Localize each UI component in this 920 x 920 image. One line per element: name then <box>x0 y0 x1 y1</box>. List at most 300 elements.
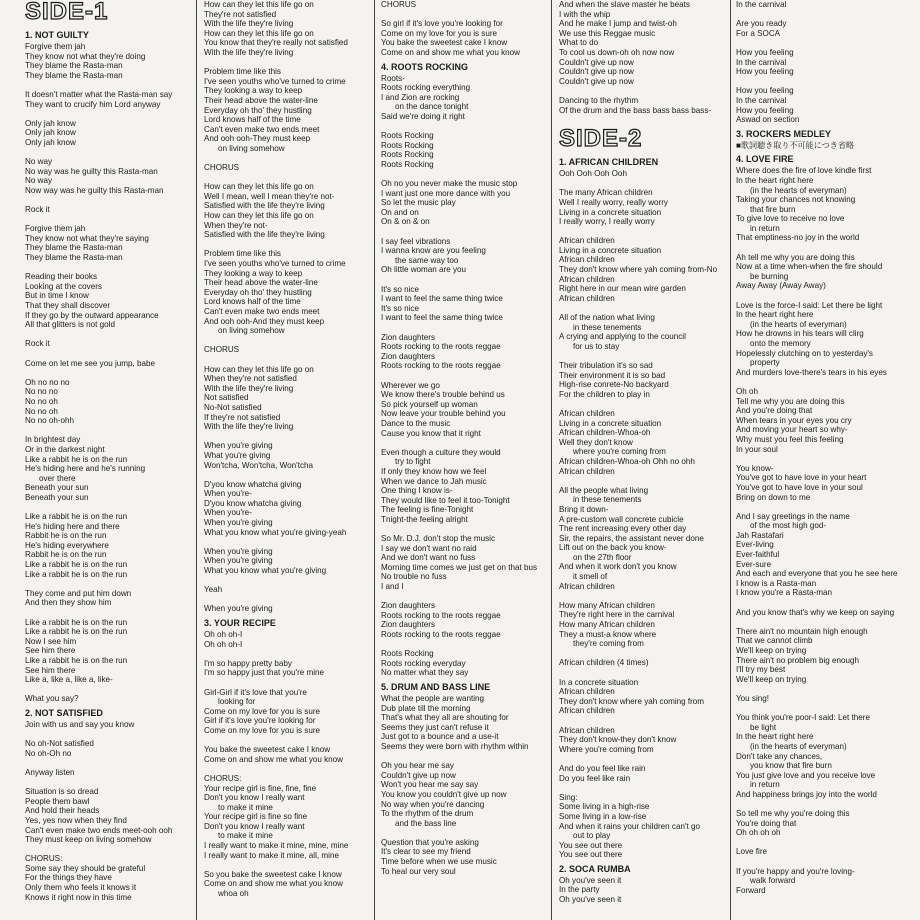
lyric-line: Ever-faithful <box>736 550 780 560</box>
stanza-gap <box>25 608 210 618</box>
stanza-gap <box>736 502 916 512</box>
lyric-line: Don't you know I really want <box>204 821 305 831</box>
lyric-line: When we dance to Jah music <box>381 476 487 486</box>
lyric-line: No trouble no fuss <box>381 572 447 582</box>
lyric-line: But in time I know <box>25 291 89 301</box>
lyric-line: All that glitters is not gold <box>25 320 115 330</box>
lyric-line: Come on my love for you is sure <box>204 725 321 735</box>
lyric-line: To give love to receive no love <box>736 214 845 224</box>
lyric-line: No way was he guilty this Rasta-man <box>25 166 158 176</box>
lyric-line: Or in the darkest night <box>25 444 105 454</box>
lyric-line: Do you feel like rain <box>559 773 631 783</box>
lyric-line: Come on and show me what you know <box>381 47 521 57</box>
lyric-line: They blame the Rasta-man <box>25 243 123 253</box>
lyric-line: Oh oh oh-I <box>204 639 243 649</box>
stanza-gap <box>381 122 551 132</box>
lyric-line: Oh oh oh-I <box>204 630 243 639</box>
lyric-line: You bake the sweetest cake I know <box>204 745 331 755</box>
stanza-gap <box>204 736 369 746</box>
stanza-gap <box>736 243 916 253</box>
lyric-line: Won'tcha, Won'tcha, Won'tcha <box>204 460 314 470</box>
lyric-line: When you're giving <box>204 546 273 556</box>
lyric-line: How you feeling <box>736 47 794 57</box>
lyric-line: Girl-Girl if it's love that you're <box>204 687 307 697</box>
lyric-line: try to fight <box>395 457 431 467</box>
lyric-line: All of the nation what living <box>559 313 655 323</box>
lyric-line: Hopelessly clutching on to yesterday's <box>736 348 873 358</box>
stanza-gap <box>559 476 729 486</box>
lyric-line: I'm so happy just that you're mine <box>204 668 325 678</box>
stanza-gap <box>736 291 916 301</box>
lyric-line: Tell me why you are doing this <box>736 396 845 406</box>
lyric-line: Roots rocking to the roots reggae <box>381 342 501 352</box>
stanza-gap <box>736 377 916 387</box>
lyric-line: And ooh ooh-And they must keep <box>204 316 325 326</box>
lyric-line: I really want to make it mine, all, mine <box>204 850 339 860</box>
stanza-gap <box>559 227 729 237</box>
lyric-line: What to do <box>559 38 599 48</box>
lyric-line: I and I <box>381 582 404 592</box>
song-title: 4. ROOTS ROCKING <box>381 61 469 72</box>
lyric-line: they're coming from <box>573 639 644 649</box>
lyric-line: whoa oh <box>218 889 249 899</box>
lyric-line: And happiness brings joy into the world <box>736 789 877 799</box>
lyric-line: you know that fire burn <box>750 761 832 771</box>
lyric-line: Everyday oh tho' they hustling <box>204 287 312 297</box>
lyric-line: The many African children <box>559 188 653 198</box>
lyric-line: What the people are wanting <box>381 693 485 703</box>
lyrics-column-2 <box>204 0 369 920</box>
stanza-gap <box>736 598 916 608</box>
stanza-gap <box>559 591 729 601</box>
lyric-line: Only jah know <box>25 137 76 147</box>
lyric-line: We use this Reggae music <box>559 28 656 38</box>
lyric-line: Like a rabbit he is on the run <box>25 627 128 637</box>
stanza-gap <box>25 778 210 788</box>
lyric-line: Like a rabbit he is on the run <box>25 569 128 579</box>
lyric-line: for us to stay <box>573 341 620 351</box>
lyric-line: People them bawl <box>25 796 90 806</box>
lyric-line: African children-Whoa-oh Ohh no ohh <box>559 456 695 466</box>
lyric-line: No oh-Not satisfied <box>25 739 94 749</box>
lyric-line: (in the hearts of everyman) <box>750 185 847 195</box>
lyric-line: Beneath your sun <box>25 492 89 502</box>
stanza-gap <box>25 196 210 206</box>
lyric-line: Come on and show me what you know <box>204 879 344 889</box>
stanza-gap <box>25 758 210 768</box>
lyric-line: Zion daughters <box>381 351 435 361</box>
lyric-line: Join with us and say you know <box>25 719 135 729</box>
stanza-gap <box>381 592 551 602</box>
lyric-line: So you bake the sweetest cake I know <box>204 869 342 879</box>
lyric-line: In the heart right here <box>736 732 814 742</box>
stanza-gap <box>381 438 551 448</box>
stanza-gap <box>559 716 729 726</box>
lyric-line: No way <box>25 176 52 186</box>
lyric-line: Dance to the music <box>381 418 451 428</box>
lyric-line: How you feeling <box>736 67 794 77</box>
lyric-line: Just got to a bounce and a use-it <box>381 732 499 742</box>
stanza-gap <box>25 148 210 158</box>
stanza-gap <box>559 649 729 659</box>
lyric-line: Now at a time when-when the fire should <box>736 262 883 272</box>
lyric-line: They looking a way to keep <box>204 86 303 96</box>
lyric-line: So pick yourself up woman <box>381 399 478 409</box>
lyric-line: Come on and show me what you know <box>204 754 344 764</box>
stanza-gap <box>381 323 551 333</box>
stanza-gap <box>25 579 210 589</box>
lyric-line: A crying and applying to the council <box>559 332 686 342</box>
lyric-line: That we cannot climb <box>736 636 813 646</box>
lyric-line: where you're coming from <box>573 447 666 457</box>
lyric-line: African children <box>559 408 615 418</box>
lyric-line: And moving your heart so why- <box>736 425 848 435</box>
lyric-line: Forgive them jah <box>25 42 86 51</box>
lyric-line: Why must you feel this feeling <box>736 434 844 444</box>
lyric-line: No way <box>25 157 52 167</box>
stanza-gap <box>204 336 369 346</box>
lyric-line: that fire burn <box>750 204 796 214</box>
stanza-gap <box>559 303 729 313</box>
column-divider <box>551 0 552 920</box>
lyric-line: I want to feel the same thing twice <box>381 294 503 304</box>
lyric-line: walk forward <box>750 876 796 886</box>
stanza-gap <box>25 330 210 340</box>
stanza-gap <box>736 38 916 48</box>
lyric-line: How can they let this life go on <box>204 0 314 9</box>
lyric-line: I know is a Rasta-man <box>736 578 817 588</box>
lyric-line: African children-Whoa-oh <box>559 428 651 438</box>
lyric-line: Oh you hear me say <box>381 761 454 771</box>
lyric-line: Roots Rocking <box>381 140 434 150</box>
lyric-line: No no no <box>25 387 58 397</box>
lyric-line: in return <box>750 780 780 790</box>
lyric-line: African children <box>559 466 615 476</box>
lyric-line: Can't even make two ends meet <box>204 124 320 134</box>
lyric-line: African children <box>559 706 615 716</box>
lyric-line: It's so nice <box>381 284 419 294</box>
lyric-line: Living in a concrete situation <box>559 207 662 217</box>
lyric-line: Their head above the water-line <box>204 278 318 288</box>
lyric-line: Come on my love for you is sure <box>204 706 321 716</box>
lyric-line: Morning time comes we just get on that bus <box>381 562 538 572</box>
lyric-line: Oh you've seen it <box>559 875 622 885</box>
song-title: 1. AFRICAN CHILDREN <box>559 157 659 168</box>
lyric-line: When tears in your eyes you cry <box>736 415 852 425</box>
lyric-line: And you're doing that <box>736 406 813 416</box>
lyric-line: CHORUS <box>381 0 417 9</box>
lyric-line: Girl if it's love you're looking for <box>204 716 316 726</box>
lyric-line: Couldn't give up now <box>559 67 634 77</box>
stanza-gap <box>25 730 210 740</box>
lyric-line: They blame the Rasta-man <box>25 253 123 263</box>
lyric-line: So tell me why you're doing this <box>736 809 850 819</box>
lyric-line: That's what they all are shouting for <box>381 713 509 723</box>
stanza-gap <box>25 263 210 273</box>
lyric-line: on living somehow <box>218 143 285 153</box>
lyric-line: Couldn't give up now <box>559 76 634 86</box>
lyric-line: Oh oh <box>736 386 759 396</box>
lyric-line: I really want to make it mine, mine, mine <box>204 841 349 851</box>
lyric-line: CHORUS: <box>25 854 63 864</box>
lyric-line: Forward <box>736 885 766 895</box>
stanza-gap <box>559 399 729 409</box>
lyric-line: Rock it <box>25 205 50 215</box>
lyric-line: In your soul <box>736 444 778 454</box>
lyric-line: I want to feel the same thing twice <box>381 313 503 323</box>
lyric-line: They looking a way to keep <box>204 268 303 278</box>
lyric-line: All the people what living <box>559 485 649 495</box>
lyric-line: No matter what they say <box>381 668 469 678</box>
lyric-line: Forgive them jah <box>25 224 86 234</box>
lyric-line: We know there's trouble behind us <box>381 390 505 400</box>
lyric-line: Taking your chances not knowing <box>736 195 856 205</box>
lyric-line: African children <box>559 255 615 265</box>
side-title: SIDE-1 <box>25 0 109 25</box>
lyric-line: out to play <box>573 831 611 841</box>
lyric-line: With the life they're living <box>204 47 294 57</box>
lyric-line: Tnight-the feeling alright <box>381 514 468 524</box>
stanza-gap <box>736 77 916 87</box>
lyric-line: It doesn't matter what the Rasta-man say <box>25 89 173 99</box>
lyric-line: I wanna know are you feeling <box>381 246 486 256</box>
lyric-line: You sing! <box>736 693 770 703</box>
song-title: 4. LOVE FIRE <box>736 154 794 165</box>
lyric-line: And do you feel like rain <box>559 763 646 773</box>
lyric-line: When you're- <box>204 508 252 518</box>
lyric-line: Yeah <box>204 585 223 595</box>
lyric-line: I really worry, I really worry <box>559 217 655 227</box>
lyric-line: Lift out on the back you know- <box>559 543 667 553</box>
lyric-line: The rent increasing every other day <box>559 524 687 534</box>
column-divider <box>374 0 375 920</box>
lyric-line: it smell of <box>573 572 608 582</box>
lyric-line: They don't know where yah coming from <box>559 696 705 706</box>
lyric-line: What you know what you're giving <box>204 566 327 576</box>
lyric-line: Satisfied with the life they're living <box>204 201 325 211</box>
lyric-line: They would like to feel it too-Tonight <box>381 495 510 505</box>
lyric-line: Roots Rocking <box>381 150 434 160</box>
lyric-line: In brightest day <box>25 435 81 445</box>
lyric-line: In the heart right here <box>736 310 814 320</box>
column-divider <box>730 0 731 920</box>
lyric-line: Roots rocking to the roots reggae <box>381 630 501 639</box>
lyric-line: Couldn't give up now <box>559 57 634 67</box>
lyric-line: Bring on down to me <box>736 492 811 502</box>
stanza-gap <box>25 685 210 695</box>
lyric-line: Now leave your trouble behind you <box>381 409 506 419</box>
stanza-gap <box>204 173 369 183</box>
lyric-line: To the rhythm of the drum <box>381 809 474 819</box>
song-title: 2. SOCA RUMBA <box>559 863 631 874</box>
stanza-gap <box>204 432 369 442</box>
lyric-line: You've got to have love in your soul <box>736 482 863 492</box>
lyric-line: I and Zion are rocking <box>381 92 460 102</box>
lyric-line: CHORUS <box>204 163 240 173</box>
lyric-line: I've seen youths who've turned to crime <box>204 76 346 86</box>
lyric-line: You know you couldn't give up now <box>381 789 507 799</box>
lyric-line: No-Not satisfied <box>204 402 262 412</box>
lyric-line: When you're- <box>204 489 252 499</box>
lyric-line: Living in a concrete situation <box>559 418 662 428</box>
lyric-line: to make it mine <box>218 831 273 841</box>
lyric-line: It's clear to see my friend <box>381 847 471 857</box>
lyric-line: Said we're doing it right <box>381 111 465 121</box>
lyric-line: Come on let me see you jump, babe <box>25 358 156 368</box>
lyric-line: in these tenements <box>573 322 642 332</box>
stanza-gap <box>25 80 210 90</box>
lyric-line: No no oh <box>25 396 58 406</box>
lyric-line: I want just one more dance with you <box>381 188 511 198</box>
lyrics-column-3 <box>381 0 551 920</box>
stanza-gap <box>25 368 210 378</box>
lyric-line: Wherever we go <box>381 380 440 390</box>
lyric-line: He's hiding here and there <box>25 521 120 531</box>
lyric-line: No no oh <box>25 406 58 416</box>
lyric-line: on the dance tonight <box>395 102 469 112</box>
lyric-line: Don't you know I really want <box>204 793 305 803</box>
lyric-line: D'you know whatcha giving <box>204 498 302 508</box>
lyric-line: Your recipe girl is fine so fine <box>204 812 308 822</box>
lyric-line: Roots rocking to the roots reggae <box>381 361 501 371</box>
lyric-line: Lord knows half of the time <box>204 297 301 307</box>
lyric-line: Where you're coming from <box>559 744 654 754</box>
lyric-line: African children <box>559 274 615 284</box>
stanza-gap <box>736 617 916 627</box>
lyric-line: The feeling is fine-Tonight <box>381 505 474 515</box>
lyric-line: You think you're poor-I said: Let there <box>736 713 870 723</box>
lyric-line: You see out there <box>559 840 623 850</box>
lyric-line: in return <box>750 223 780 233</box>
lyric-line: to make it mine <box>218 802 273 812</box>
lyric-line: Love fire <box>736 847 768 857</box>
lyric-line: Ah tell me why you are doing this <box>736 252 855 262</box>
lyric-line: Like a rabbit he is on the run <box>25 512 128 522</box>
lyric-line: On & on & on <box>381 217 430 227</box>
lyric-line: Like a rabbit he is on the run <box>25 656 128 665</box>
lyric-line: In the carnival <box>736 95 787 105</box>
lyric-line: CHORUS <box>204 345 240 355</box>
lyric-line: Can't even make two ends meet-ooh ooh <box>25 825 173 835</box>
lyric-line: And ooh ooh-They must keep <box>204 134 311 144</box>
lyric-line: You know- <box>736 463 774 473</box>
lyric-line: It's so nice <box>381 303 419 313</box>
lyric-line: When you're giving <box>204 604 273 614</box>
lyric-line: How can they let this life go on <box>204 364 314 374</box>
stanza-gap <box>559 754 729 764</box>
lyric-line: How many African children <box>559 620 655 630</box>
lyric-line: A pre-custom wall concrete cubicle <box>559 514 684 524</box>
lyric-line: Sir, the repairs, the assistant never done <box>559 533 704 543</box>
lyric-line: With the life they're living <box>204 383 294 393</box>
lyric-line: See him there <box>25 665 76 675</box>
lyric-line: Knows it right now in this time <box>25 892 132 902</box>
lyric-line: Your recipe girl is fine, fine, fine <box>204 783 317 793</box>
lyric-line: What you're giving <box>204 450 271 460</box>
lyric-line: the same way too <box>395 255 459 265</box>
lyric-line: For a SOCA <box>736 28 781 38</box>
lyric-line: and the bass line <box>395 818 457 828</box>
lyric-line: over there <box>39 473 76 483</box>
stanza-gap <box>381 752 551 762</box>
lyric-line: They're not satisfied <box>204 9 277 19</box>
lyric-line: You know that they're really not satisfied <box>204 38 348 48</box>
lyric-line: (in the hearts of everyman) <box>750 741 847 751</box>
lyric-line: Like a rabbit he is on the run <box>25 560 128 570</box>
stanza-gap <box>204 470 369 480</box>
stanza-gap <box>736 800 916 810</box>
lyric-line: Rabbit he is on the run <box>25 531 107 541</box>
lyric-line: Dancing to the rhythm <box>559 95 639 105</box>
lyric-line: Roots Rocking <box>381 649 434 659</box>
lyric-line: They know not what they're saying <box>25 233 149 243</box>
lyric-line: Oh little woman are you <box>381 265 467 275</box>
lyric-line: How can they let this life go on <box>204 211 314 221</box>
lyric-line: Anyway listen <box>25 767 75 777</box>
lyric-line: (in the hearts of everyman) <box>750 319 847 329</box>
lyric-line: Time before when we use music <box>381 857 497 867</box>
stanza-gap <box>381 227 551 237</box>
lyric-line: Their head above the water-line <box>204 95 318 105</box>
lyric-line: property <box>750 358 780 368</box>
lyric-line: You see out there <box>559 850 623 860</box>
lyric-line: African children (4 times) <box>559 658 649 668</box>
lyric-line: If you're happy and you're loving- <box>736 866 855 876</box>
lyric-line: Roots- <box>381 73 405 83</box>
lyric-line: be light <box>750 722 777 732</box>
lyrics-column-5 <box>736 0 916 920</box>
lyric-line: And when the slave master he beats <box>559 0 690 9</box>
lyric-line: Love is the force-I said: Let there be light <box>736 300 883 310</box>
lyric-line: If they go by the outward appearance <box>25 310 159 320</box>
stanza-gap <box>381 371 551 381</box>
stanza-gap <box>736 10 916 20</box>
lyric-line: We'll keep on trying <box>736 674 807 684</box>
stanza-gap <box>204 860 369 870</box>
lyric-line: And when it work don't you know <box>559 562 677 572</box>
lyric-line: How you feeling <box>736 86 794 96</box>
lyric-line: I've seen youths who've turned to crime <box>204 259 346 269</box>
lyric-line: They must keep on living somehow <box>25 835 152 845</box>
lyric-line: How can they let this life go on <box>204 182 314 192</box>
lyric-line: And hold their heads <box>25 806 100 816</box>
stanza-gap <box>25 109 210 119</box>
lyric-line: Roots rocking everyday <box>381 658 466 668</box>
song-title: 3. ROCKERS MEDLEY <box>736 128 832 139</box>
stanza-gap <box>204 355 369 365</box>
lyric-line: African children <box>559 236 615 246</box>
stanza-gap <box>559 86 729 96</box>
lyric-line: And each and everyone that you he see here <box>736 569 898 579</box>
lyric-line: They don't know where yah coming from-No <box>559 265 718 275</box>
lyric-line: Some say they should be grateful <box>25 863 146 873</box>
lyric-line: on living somehow <box>218 326 285 336</box>
lyric-line: They're right here in the carnival <box>559 610 675 620</box>
stanza-gap <box>204 764 369 774</box>
lyric-line: No no oh-ohh <box>25 416 75 426</box>
lyric-line: Like a rabbit he is on the run <box>25 617 128 627</box>
stanza-gap <box>736 704 916 714</box>
lyric-line: High-rise conrete-No backyard <box>559 380 669 390</box>
lyric-line: No way when you're dancing <box>381 799 485 809</box>
lyric-line: In the heart right here <box>736 175 814 185</box>
lyric-line: looking for <box>218 697 256 707</box>
lyric-line: To heal our very soul <box>381 866 456 876</box>
lyric-line: And I say greetings in the name <box>736 511 850 521</box>
lyric-line: You bake the sweetest cake I know <box>381 38 508 48</box>
lyric-line: Are you ready <box>736 19 787 29</box>
lyric-line: Oh you've seen it <box>559 895 622 905</box>
